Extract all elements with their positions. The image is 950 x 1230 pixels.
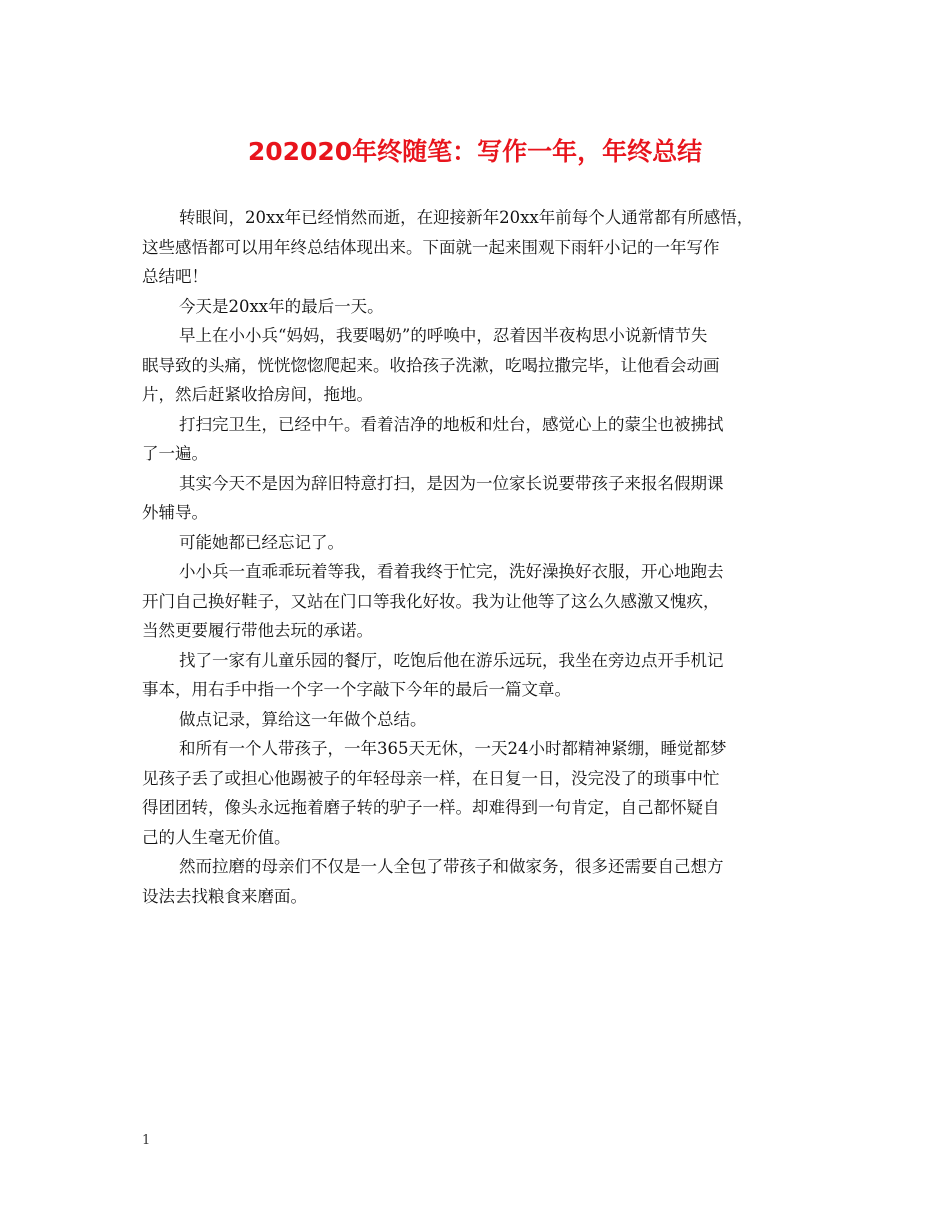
text-line: 片，然后赶紧收拾房间，拖地。 — [142, 385, 373, 404]
document-body — [142, 203, 832, 911]
text-line: 己的人生毫无价值。 — [142, 827, 291, 847]
text-line: 转眼间，20xx年已经悄然而逝，在迎接新年20xx年前每个人通常都有所感悟， — [179, 208, 754, 227]
page-number: 1 — [142, 1133, 151, 1148]
text-line: 早上在小小兵“妈妈，我要喝奶”的呼唤中，忍着因半夜构思小说新情节失 — [179, 326, 708, 345]
text-line: 总结吧！ — [142, 267, 208, 286]
text-line: 打扫完卫生，已经中午。看着洁净的地板和灶台，感觉心上的蒙尘也被拂拭 — [179, 414, 724, 434]
text-line: 眠导致的头痛，恍恍惚惚爬起来。收拾孩子洗漱，吃喝拉撒完毕，让他看会动画 — [142, 355, 720, 375]
text-line: 今天是20xx年的最后一天。 — [179, 296, 384, 316]
text-line: 外辅导。 — [142, 503, 208, 522]
text-line: 和所有一个人带孩子，一年365天无休，一天24小时都精神紧绷，睡觉都梦 — [179, 739, 727, 758]
text-line: 开门自己换好鞋子，又站在门口等我化好妆。我为让他等了这么久感激又愧疚， — [142, 591, 720, 611]
text-line: 事本，用右手中指一个字一个字敲下今年的最后一篇文章。 — [142, 680, 571, 699]
text-line: 做点记录，算给这一年做个总结。 — [179, 709, 427, 729]
text-line: 其实今天不是因为辞旧特意打扫，是因为一位家长说要带孩子来报名假期课 — [179, 473, 724, 493]
text-line: 了一遍。 — [142, 444, 208, 463]
text-line: 这些感悟都可以用年终总结体现出来。下面就一起来围观下雨轩小记的一年写作 — [142, 237, 720, 257]
text-line: 可能她都已经忘记了。 — [179, 532, 344, 552]
text-line: 见孩子丢了或担心他踢被子的年轻母亲一样，在日复一日，没完没了的琐事中忙 — [142, 768, 720, 788]
document-title: 202020年终随笔：写作一年，年终总结 — [247, 137, 703, 166]
text-line: 设法去找粮食来磨面。 — [142, 886, 307, 906]
text-line: 然而拉磨的母亲们不仅是一人全包了带孩子和做家务，很多还需要自己想方 — [179, 857, 724, 876]
text-line: 得团团转，像头永远拖着磨子转的驴子一样。却难得到一句肯定，自己都怀疑自 — [142, 798, 720, 817]
text-line: 小小兵一直乖乖玩着等我，看着我终于忙完，洗好澡换好衣服，开心地跑去 — [179, 562, 724, 581]
text-line: 找了一家有儿童乐园的餐厅，吃饱后他在游乐远玩，我坐在旁边点开手机记 — [179, 650, 724, 670]
text-line: 当然更要履行带他去玩的承诺。 — [142, 621, 373, 640]
